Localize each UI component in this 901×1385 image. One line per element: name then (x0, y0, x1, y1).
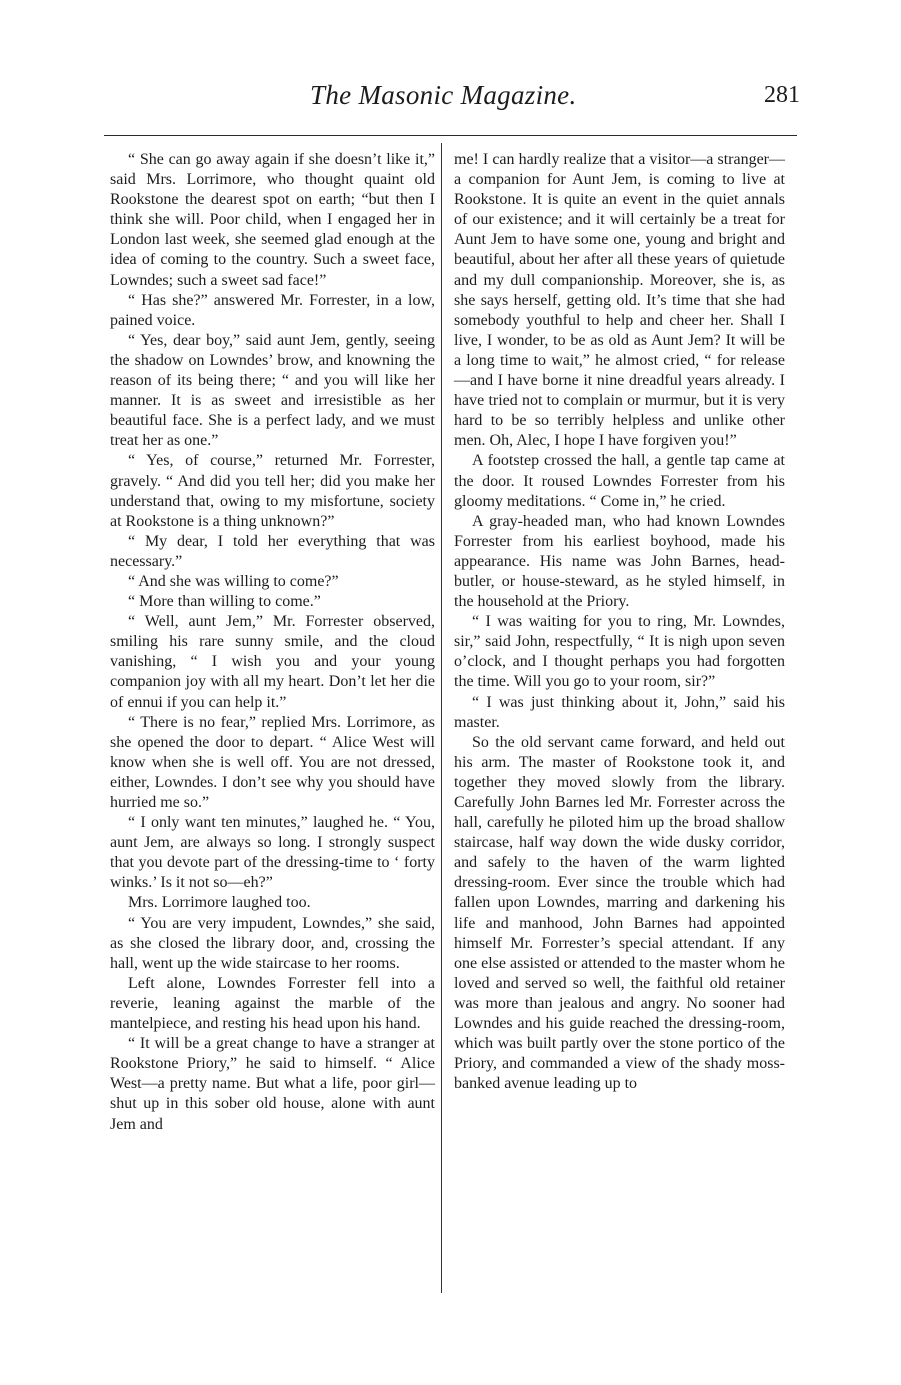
page-number: 281 (764, 82, 800, 108)
paragraph: Left alone, Lowndes Forrester fell into a reverie, leaning against the marble of the mantelpiece, and resting his head upon his hand. (110, 974, 435, 1033)
paragraph: “ More than willing to come.” (128, 593, 321, 611)
paragraph: “ She can go away again if she doesn’t like it,” said Mrs. Lorrimore, who thought quaint old Rookstone the dearest spot on earth; “but then I think she will. Poor child, when I engaged her in London last week, she seemed glad enough at the idea of coming to the country. Such a sweet face, Lowndes; such a sweet sad face!” (110, 151, 435, 289)
paragraph: “ Well, aunt Jem,” Mr. Forrester observed, smiling his rare sunny smile, and the cloud vanishing, “ I wish you and your young companion joy with all my heart. Don’t let her die of ennui if you can help it.” (110, 613, 435, 711)
left-column (110, 150, 435, 1135)
paragraph: A footstep crossed the hall, a gentle tap came at the door. It roused Lowndes Forrester from his gloomy meditations. “ Come in,” he cried. (454, 452, 785, 510)
paragraph: “ There is no fear,” replied Mrs. Lorrimore, as she opened the door to depart. “ Alice West will know when she is well off. You are not dressed, either, Lowndes. I don’t see why you should have hurried me so.” (110, 713, 435, 811)
paragraph-continued: me! I can hardly realize that a visitor—a stranger—a companion for Aunt Jem, is coming to live at Rookstone. It is quite an event in the quiet annals of our existence; and it will certainly be a treat for Aunt Jem to have some one, young and bright and beautiful, about her after all these years of quietude and my dull companionship. Moreover, she is, as she says herself, getting old. It’s time that she had somebody youthful to help and cheer her. Shall I live, I wonder, to be as old as Aunt Jem? It will be a long time to wait,” he almost cried, “ for release—and I have borne it nine dreadful years already. I have tried not to complain or murmur, but it is very hard to be so terribly helpless and unlike other men. Oh, Alec, I hope I have forgiven you!” (454, 151, 785, 450)
paragraph: “ Has she?” answered Mr. Forrester, in a low, pained voice. (110, 291, 435, 329)
paragraph: “ My dear, I told her everything that was necessary.” (110, 532, 435, 570)
paragraph: So the old servant came forward, and held out his arm. The master of Rookstone took it, and together they moved slowly from the library. Carefully John Barnes led Mr. Forrester across the hall, carefully he piloted him up the broad shallow staircase, half way down the wide dusky corridor, and safely to the haven of the warm lighted dressing-room. Ever since the trouble which had fallen upon Lowndes, marring and darkening his life and manhood, John Barnes had appointed himself Mr. Forrester’s special attendant. If any one else assisted or attended to the master whom he loved and served so well, the faithful old retainer was more than jealous and angry. No sooner had Lowndes and his guide reached the dressing-room, which was built partly over the stone portico of the Priory, and commanded a view of the shady moss-banked avenue leading up to (454, 733, 786, 1093)
running-head (110, 80, 800, 120)
column-divider (441, 143, 442, 1293)
paragraph: “ I was just thinking about it, John,” said his master. (454, 693, 785, 731)
paragraph: “ And she was willing to come?” (128, 572, 339, 590)
header-rule (104, 135, 797, 136)
paragraph: A gray-headed man, who had known Lowndes Forrester from his earliest boyhood, made his appearance. His name was John Barnes, head-butler, or house-steward, as he styled himself, in the household at the Priory. (454, 512, 785, 611)
paragraph: “ It will be a great change to have a stranger at Rookstone Priory,” he said to himself. “ Alice West—a pretty name. But what a life, poor girl—shut up in this sober old house, alone with aunt Jem and (110, 1035, 435, 1133)
paragraph: “ Yes, dear boy,” said aunt Jem, gently, seeing the shadow on Lowndes’ brow, and knowning the reason of its being there; “ and you will like her manner. It is as sweet and irresistible as her beautiful face. She is a perfect lady, and we must treat her as one.” (110, 331, 435, 450)
paragraph: “ I only want ten minutes,” laughed he. “ You, aunt Jem, are always so long. I strongly suspect that you devote part of the dressing-time to ‘ forty winks.’ Is it not so—eh?” (110, 814, 435, 892)
journal-title: The Masonic Magazine. (310, 80, 577, 110)
paragraph: Mrs. Lorrimore laughed too. (128, 894, 311, 912)
paragraph: “ You are very impudent, Lowndes,” she said, as she closed the library door, and, crossing the hall, went up the wide staircase to her rooms. (110, 914, 435, 972)
paragraph: “ I was waiting for you to ring, Mr. Lowndes, sir,” said John, respectfully, “ It is nigh upon seven o’clock, and I thought perhaps you had forgotten the time. Will you go to your room, sir?” (454, 613, 785, 691)
paragraph: “ Yes, of course,” returned Mr. Forrester, gravely. “ And did you tell her; did you make her understand that, owing to my misfortune, society at Rookstone is a thing unknown?” (110, 452, 435, 530)
right-column (454, 150, 785, 1094)
